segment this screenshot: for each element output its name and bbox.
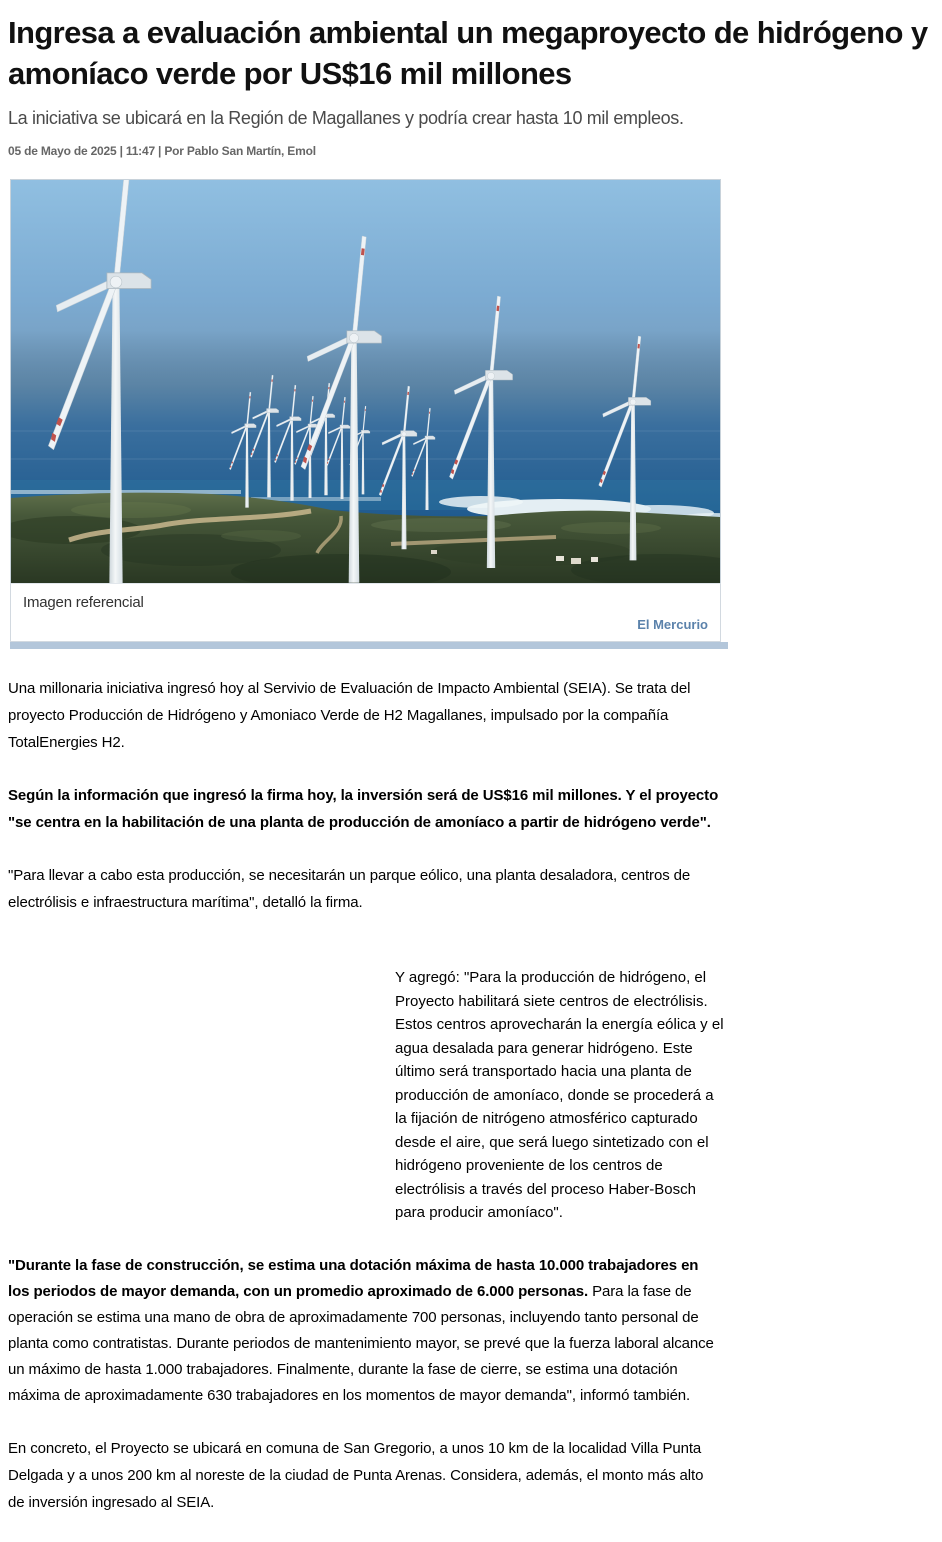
article-figure [10,179,721,649]
paragraph-infrastructure: "Para llevar a cabo esta producción, se necesitarán un parque eólico, una planta desaladora, centros de electrólisis e infraestructura marítima", detalló la firma. [8,867,691,911]
photo-caption: Imagen referencial [23,594,144,611]
paragraph-workforce [8,1253,721,1409]
paragraph-quote-indented: Y agregó: "Para la producción de hidrógeno, el Proyecto habilitará siete centros de electrólisis. Estos centros aprovecharán la energía eólica y el agua desalada para generar hidrógeno. Este último será transportado hacia una planta de producción de amoníaco, donde se procederá a la fijación de nitrógeno atmosférico capturado desde el aire, que será luego sintetizado con el hidrógeno proveniente de los centros de electrólisis a través del proceso Haber-Bosch para producir amoníaco". [395,969,724,1221]
paragraph-workforce-rest: Para la fase de operación se estima una mano de obra de aproximadamente 700 personas, incluyendo tanto personal de planta como contratistas. Durante periodos de mantenimiento mayor, se prevé que la fuerza laboral alcance un máximo de hasta 1.000 trabajadores. Finalmente, durante la fase de cierre, se estima una dotación máxima de aproximadamente 630 trabajadores en los momentos de mayor demanda", informó también. [8,1282,714,1404]
wind-farm-photo [10,179,721,583]
paragraph-investment-bold: Según la información que ingresó la firma hoy, la inversión será de US$16 mil millones. Y el proyecto "se centra en la habilitación de una planta de producción de amoníaco a partir de hidrógeno verde". [8,787,719,831]
wind-turbines-illustration [11,180,720,583]
page-title: Ingresa a evaluación ambiental un megaproyecto de hidrógeno y amoníaco verde por US$16 mil millones [8,15,928,91]
paragraph-intro: Una millonaria iniciativa ingresó hoy al Servivio de Evaluación de Impacto Ambiental (SEIA). Se trata del proyecto Producción de Hidrógeno y Amoniaco Verde de H2 Magallanes, impulsado por la compañía TotalEnergies H2. [8,680,691,751]
article-subtitle: La iniciativa se ubicará en la Región de Magallanes y podría crear hasta 10 mil empleos. [8,108,684,128]
photo-credit-link[interactable]: El Mercurio [637,617,708,632]
photo-caption-box [10,583,721,642]
article-byline: 05 de Mayo de 2025 | 11:47 | Por Pablo San Martín, Emol [8,144,316,158]
figure-bottom-bar [10,642,728,649]
article-body [8,675,934,1516]
paragraph-location: En concreto, el Proyecto se ubicará en comuna de San Gregorio, a unos 10 km de la localidad Villa Punta Delgada y a unos 200 km al noreste de la ciudad de Punta Arenas. Considera, además, el monto más alto de inversión ingresado al SEIA. [8,1439,704,1511]
paragraph-workforce-bold: "Durante la fase de construcción, se estima una dotación máxima de hasta 10.000 trabajadores en los periodos de mayor demanda, con un promedio aproximado de 6.000 personas. [8,1256,699,1300]
